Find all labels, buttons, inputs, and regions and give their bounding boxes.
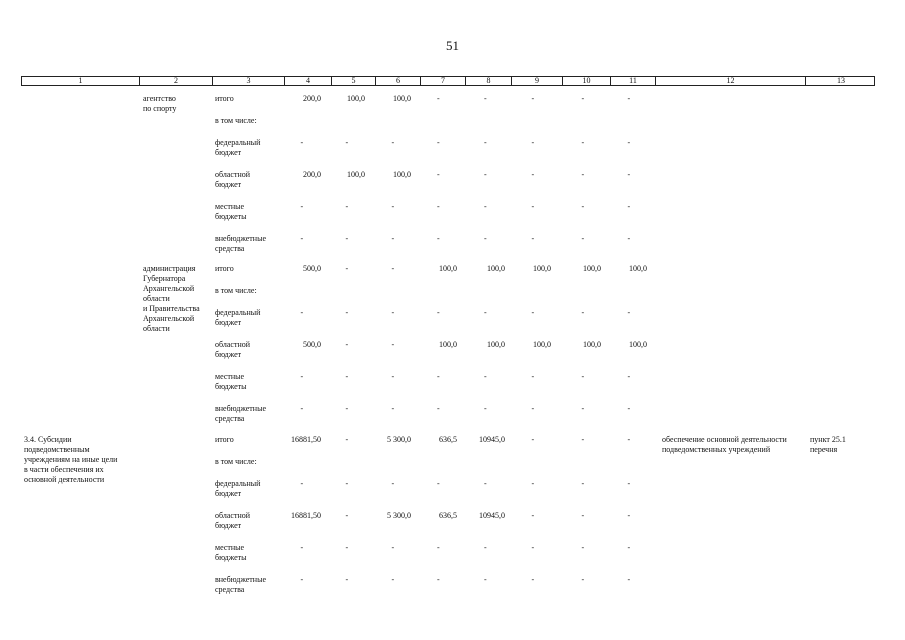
value-cell: - — [581, 511, 585, 520]
value-cell: - — [345, 479, 349, 488]
value-cell: 636,5 — [439, 435, 457, 444]
value-cell: - — [627, 202, 631, 211]
value-cell: - — [345, 202, 349, 211]
value-cell: - — [391, 479, 395, 488]
row-label-extrabudgetary: внебюджетные средства — [215, 575, 266, 594]
value-cell: - — [391, 202, 395, 211]
value-cell: - — [484, 372, 487, 381]
value-cell: - — [391, 372, 395, 381]
value-cell: - — [437, 543, 440, 552]
row-label-total: итого — [215, 94, 234, 103]
value-cell: 100,0 — [347, 170, 365, 179]
column-header-7: 7 — [421, 77, 466, 85]
value-cell: - — [531, 202, 535, 211]
value-cell: - — [627, 435, 631, 444]
value-cell: 500,0 — [303, 264, 321, 273]
value-cell: - — [484, 202, 487, 211]
value-cell: - — [531, 170, 535, 179]
column-header-11: 11 — [611, 77, 656, 85]
reference-item: пункт 25.1 перечня — [810, 435, 846, 454]
row-label-local: местные бюджеты — [215, 372, 247, 391]
value-cell: - — [437, 308, 440, 317]
value-cell: - — [484, 170, 487, 179]
column-header-4: 4 — [285, 77, 332, 85]
value-cell: 100,0 — [347, 94, 365, 103]
value-cell: 16881,50 — [291, 511, 321, 520]
value-cell: - — [531, 511, 535, 520]
value-cell: - — [627, 372, 631, 381]
value-cell: - — [581, 372, 585, 381]
row-label-including: в том числе: — [215, 457, 257, 466]
value-cell: - — [531, 234, 535, 243]
value-cell: - — [627, 575, 631, 584]
value-cell: - — [345, 138, 349, 147]
column-header-9: 9 — [512, 77, 563, 85]
row-label-total: итого — [215, 435, 234, 444]
value-cell: - — [300, 138, 304, 147]
value-cell: - — [484, 234, 487, 243]
column-header-8: 8 — [466, 77, 512, 85]
row-label-local: местные бюджеты — [215, 202, 247, 221]
value-cell: - — [581, 479, 585, 488]
responsible-executor: администрация Губернатора Архангельской области и Правительства Архангельской области — [143, 264, 200, 333]
value-cell: - — [627, 94, 631, 103]
value-cell: 200,0 — [303, 94, 321, 103]
value-cell: 636,5 — [439, 511, 457, 520]
value-cell: 100,0 — [583, 264, 601, 273]
value-cell: 100,0 — [439, 340, 457, 349]
value-cell: 100,0 — [487, 340, 505, 349]
row-label-extrabudgetary: внебюджетные средства — [215, 234, 266, 253]
value-cell: - — [627, 138, 631, 147]
value-cell: - — [300, 308, 304, 317]
column-header-10: 10 — [563, 77, 611, 85]
value-cell: - — [627, 479, 631, 488]
value-cell: 100,0 — [533, 264, 551, 273]
value-cell: 100,0 — [393, 94, 411, 103]
value-cell: - — [345, 575, 349, 584]
column-header-12: 12 — [656, 77, 806, 85]
value-cell: - — [345, 404, 349, 413]
value-cell: - — [581, 575, 585, 584]
value-cell: - — [300, 404, 304, 413]
value-cell: - — [391, 138, 395, 147]
value-cell: 100,0 — [629, 340, 647, 349]
responsible-executor: агентство по спорту — [143, 94, 177, 113]
value-cell: 100,0 — [439, 264, 457, 273]
value-cell: - — [484, 308, 487, 317]
value-cell: 200,0 — [303, 170, 321, 179]
page-number: 51 — [446, 38, 459, 53]
value-cell: - — [581, 234, 585, 243]
value-cell: 10945,0 — [479, 435, 505, 444]
value-cell: - — [627, 308, 631, 317]
value-cell: - — [531, 372, 535, 381]
value-cell: - — [300, 575, 304, 584]
value-cell: - — [391, 234, 395, 243]
value-cell: - — [581, 435, 585, 444]
value-cell: - — [345, 543, 349, 552]
column-header-6: 6 — [376, 77, 421, 85]
value-cell: - — [345, 264, 349, 273]
value-cell: - — [437, 372, 440, 381]
value-cell: - — [581, 404, 585, 413]
value-cell: - — [345, 308, 349, 317]
value-cell: - — [531, 479, 535, 488]
value-cell: - — [581, 94, 585, 103]
value-cell: - — [531, 435, 535, 444]
value-cell: - — [300, 479, 304, 488]
value-cell: - — [437, 234, 440, 243]
value-cell: - — [391, 543, 395, 552]
column-header-5: 5 — [332, 77, 376, 85]
value-cell: - — [391, 308, 395, 317]
value-cell: - — [437, 479, 440, 488]
row-label-regional: областной бюджет — [215, 511, 251, 530]
value-cell: - — [627, 170, 631, 179]
column-header-3: 3 — [213, 77, 285, 85]
value-cell: - — [437, 170, 440, 179]
value-cell: - — [437, 94, 440, 103]
row-label-federal: федеральный бюджет — [215, 138, 261, 157]
value-cell: - — [437, 575, 440, 584]
value-cell: - — [484, 479, 487, 488]
value-cell: - — [391, 340, 395, 349]
column-header-13: 13 — [837, 76, 845, 85]
value-cell: - — [531, 543, 535, 552]
value-cell: - — [531, 308, 535, 317]
value-cell: 5 300,0 — [387, 511, 411, 520]
value-cell: - — [391, 264, 395, 273]
value-cell: - — [300, 543, 304, 552]
value-cell: - — [345, 340, 349, 349]
value-cell: - — [627, 511, 631, 520]
value-cell: - — [627, 234, 631, 243]
value-cell: - — [581, 170, 585, 179]
row-label-including: в том числе: — [215, 286, 257, 295]
row-label-regional: областной бюджет — [215, 170, 251, 189]
value-cell: - — [484, 575, 487, 584]
column-header-2: 2 — [140, 77, 213, 85]
value-cell: - — [391, 404, 395, 413]
value-cell: - — [391, 575, 395, 584]
value-cell: - — [627, 543, 631, 552]
value-cell: - — [345, 234, 349, 243]
row-label-federal: федеральный бюджет — [215, 308, 261, 327]
row-label-total: итого — [215, 264, 234, 273]
value-cell: - — [437, 202, 440, 211]
value-cell: - — [581, 138, 585, 147]
value-cell: - — [345, 511, 349, 520]
value-cell: - — [345, 372, 349, 381]
row-label-extrabudgetary: внебюджетные средства — [215, 404, 266, 423]
measure-description: 3.4. Субсидии подведомственным учреждениям на иные цели в части обеспечения их основной деятельности — [24, 435, 118, 484]
value-cell: 5 300,0 — [387, 435, 411, 444]
value-cell: - — [531, 94, 535, 103]
value-cell: - — [300, 372, 304, 381]
value-cell: - — [581, 543, 585, 552]
row-label-local: местные бюджеты — [215, 543, 247, 562]
value-cell: - — [300, 234, 304, 243]
value-cell: - — [627, 404, 631, 413]
value-cell: - — [581, 308, 585, 317]
value-cell: - — [437, 404, 440, 413]
value-cell: 16881,50 — [291, 435, 321, 444]
value-cell: - — [484, 404, 487, 413]
row-label-regional: областной бюджет — [215, 340, 251, 359]
column-header-1: 1 — [22, 77, 140, 85]
value-cell: - — [531, 138, 535, 147]
value-cell: - — [484, 543, 487, 552]
expected-result: обеспечение основной деятельности подведомственных учреждений — [662, 435, 787, 454]
value-cell: - — [581, 202, 585, 211]
value-cell: 100,0 — [583, 340, 601, 349]
value-cell: - — [484, 94, 487, 103]
value-cell: - — [531, 575, 535, 584]
value-cell: - — [300, 202, 304, 211]
value-cell: 100,0 — [487, 264, 505, 273]
row-label-federal: федеральный бюджет — [215, 479, 261, 498]
value-cell: 100,0 — [533, 340, 551, 349]
column-header-row — [21, 76, 875, 86]
value-cell: 10945,0 — [479, 511, 505, 520]
value-cell: - — [437, 138, 440, 147]
value-cell: 500,0 — [303, 340, 321, 349]
value-cell: 100,0 — [629, 264, 647, 273]
row-label-including: в том числе: — [215, 116, 257, 125]
value-cell: - — [484, 138, 487, 147]
value-cell: - — [531, 404, 535, 413]
value-cell: 100,0 — [393, 170, 411, 179]
value-cell: - — [345, 435, 349, 444]
